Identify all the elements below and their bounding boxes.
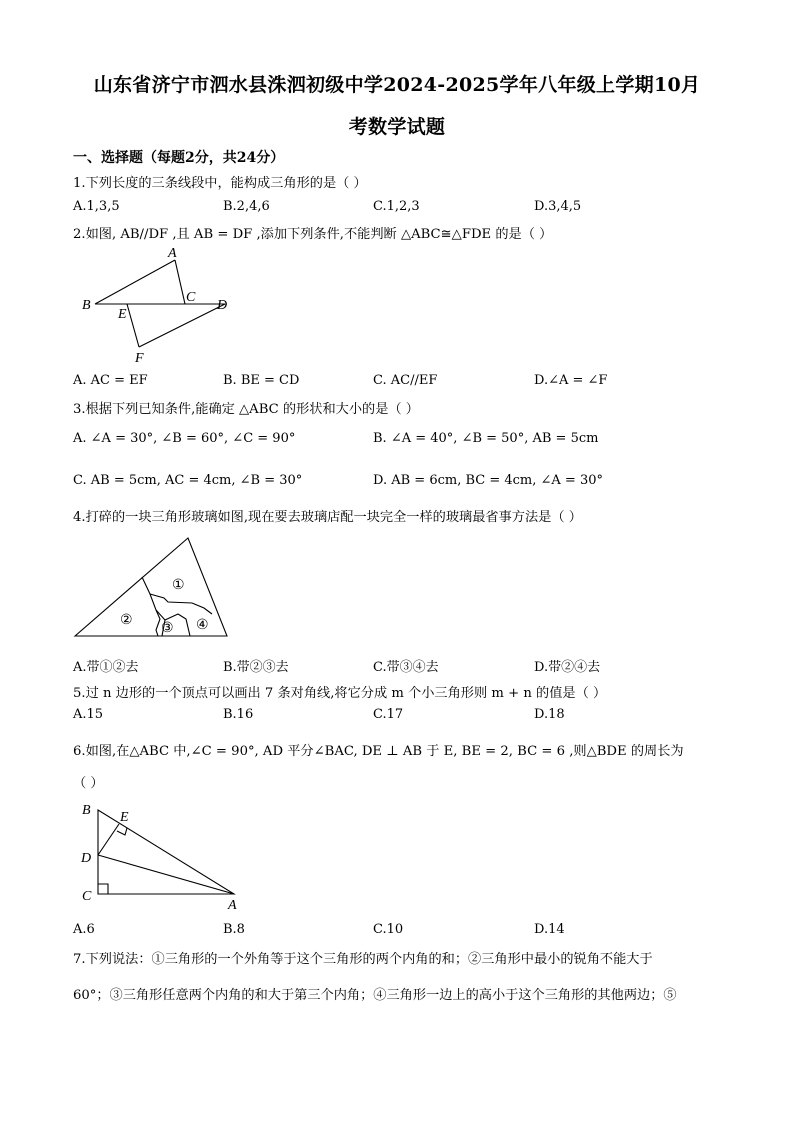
q5-option-d: D.18	[534, 707, 565, 722]
q2-label-e: E	[118, 307, 127, 322]
q4-piece-4-label: ④	[196, 618, 209, 633]
question-7-line2: 60°；③三角形任意两个内角的和大于第三个内角；④三角形一边上的高小于这个三角形的其他两边；⑤	[73, 988, 677, 1003]
q1-option-c: C.1,2,3	[373, 199, 420, 214]
q1-option-d: D.3,4,5	[534, 199, 582, 214]
q2-option-d: D.∠A = ∠F	[534, 373, 608, 388]
q2-label-b: B	[82, 298, 91, 313]
q4-piece-1-label: ①	[172, 578, 185, 593]
q6-option-d: D.14	[534, 922, 565, 937]
paper-title-line1: 山东省济宁市泗水县洙泗初级中学2024-2025学年八年级上学期10月	[93, 74, 701, 96]
q5-option-a: A.15	[73, 707, 104, 722]
question-2-stem: 2.如图, AB//DF ,且 AB = DF ,添加下列条件,不能判断 △ABC≅△FDE 的是（ ）	[73, 227, 553, 242]
q6-label-c: C	[82, 889, 92, 904]
q6-option-a: A.6	[73, 922, 95, 937]
q6-label-b: B	[82, 803, 91, 818]
question-3-stem: 3.根据下列已知条件,能确定 △ABC 的形状和大小的是（ ）	[73, 402, 419, 417]
q4-broken-glass-figure	[72, 534, 232, 642]
q2-label-d: D	[217, 298, 228, 313]
q3-option-c: C. AB = 5cm, AC = 4cm, ∠B = 30°	[73, 473, 303, 488]
q4-option-b: B.带②③去	[223, 660, 289, 675]
q4-option-a: A.带①②去	[73, 660, 139, 675]
q4-piece-2-label: ②	[120, 613, 133, 628]
q2-option-c: C. AC//EF	[373, 373, 438, 388]
q6-option-b: B.8	[223, 922, 245, 937]
q6-figure	[76, 798, 246, 910]
q4-option-d: D.带②④去	[534, 660, 601, 675]
q5-option-c: C.17	[373, 707, 404, 722]
q2-option-b: B. BE = CD	[223, 373, 300, 388]
q3-option-b: B. ∠A = 40°, ∠B = 50°, AB = 5cm	[373, 431, 599, 446]
q6-label-e: E	[120, 810, 129, 825]
q6-label-d: D	[81, 851, 92, 866]
q2-label-a: A	[168, 246, 177, 261]
question-5-stem: 5.过 n 边形的一个顶点可以画出 7 条对角线,将它分成 m 个小三角形则 m + n 的值是（ ）	[73, 686, 607, 701]
paper-title-line2: 考数学试题	[348, 116, 446, 138]
q2-option-a: A. AC = EF	[73, 373, 148, 388]
q2-label-f: F	[135, 351, 144, 366]
section-heading: 一、选择题（每题2分，共24分）	[73, 150, 285, 166]
q6-label-a: A	[228, 898, 237, 910]
q1-option-b: B.2,4,6	[223, 199, 270, 214]
question-6-stem-line1: 6.如图,在△ABC 中,∠C = 90°, AD 平分∠BAC, DE ⊥ AB 于 E, BE = 2, BC = 6 ,则△BDE 的周长为	[73, 744, 684, 759]
question-7-line1: 7.下列说法：①三角形的一个外角等于这个三角形的两个内角的和；②三角形中最小的锐角不能大于	[73, 952, 653, 967]
q4-option-c: C.带③④去	[373, 660, 439, 675]
q5-option-b: B.16	[223, 707, 254, 722]
q6-option-c: C.10	[373, 922, 404, 937]
q4-piece-3-label: ③	[161, 621, 174, 636]
q2-label-c: C	[186, 290, 196, 305]
q1-option-a: A.1,3,5	[73, 199, 120, 214]
q3-option-a: A. ∠A = 30°, ∠B = 60°, ∠C = 90°	[73, 431, 296, 446]
question-4-stem: 4.打碎的一块三角形玻璃如图,现在要去玻璃店配一块完全一样的玻璃最省事方法是（ ）	[73, 510, 582, 525]
question-6-stem-line2: （ ）	[73, 776, 104, 791]
question-1-stem: 1.下列长度的三条线段中，能构成三角形的是（ ）	[73, 176, 367, 191]
q2-figure	[75, 242, 245, 367]
q3-option-d: D. AB = 6cm, BC = 4cm, ∠A = 30°	[373, 473, 603, 488]
